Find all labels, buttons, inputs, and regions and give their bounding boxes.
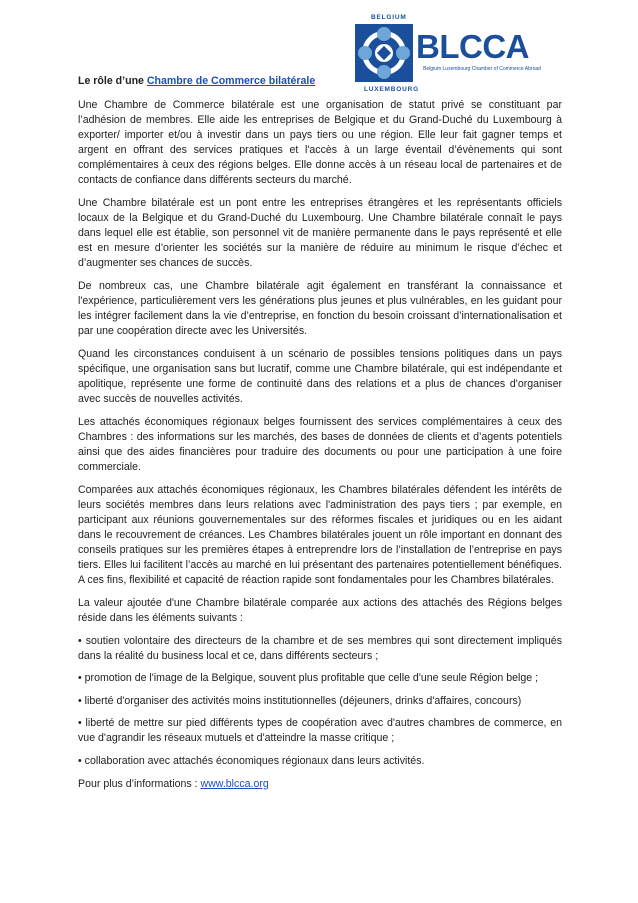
- bullet-item: • liberté de mettre sur pied différents types de coopération avec d'autres chambres de commerce, en vue d'agrandir les réseaux mutuels et d'atteindre la masse critique ;: [78, 717, 562, 745]
- paragraph: Les attachés économiques régionaux belges fournissent des services complémentaires à ceux des Chambres : des informations sur les marchés, des bases de données de clients et d’agents potentiels ainsi que des aides financières pour traduire des documents ou pour une participation à une foire commerciale.: [78, 415, 562, 474]
- footer-prefix: Pour plus d’informations :: [78, 777, 201, 790]
- paragraph: Comparées aux attachés économiques régionaux, les Chambres bilatérales défendent les intérêts de leurs sociétés membres dans leurs relations avec l'administration des pays tiers ; par exemple, en participant aux réunions gouvernementales sur des réformes fiscales et juridiques ou en les aidant dans le recouvrement de créances. Les Chambres bilatérales jouent un rôle important en donnant des conseils pratiques sur les premières étapes à entreprendre lors de l’installation de l’entreprise en pays tiers. Elles lui facilitent l’accès au marché en lui présentant des partenaires potentiellement bénéfiques. A ces fins, flexibilité et capacité de réaction rapide sont fondamentales pour les Chambres bilatérales.: [78, 483, 562, 587]
- paragraph: Une Chambre bilatérale est un pont entre les entreprises étrangères et les représentants officiels locaux de la Belgique et du Grand-Duché du Luxembourg. Une Chambre bilatérale connaît le pays dans lequel elle est établie, son personnel vit de manière permanente dans le pays représenté et elle est en mesure d’orienter les sociétés sur la manière de réduire au minimum le risque d’échec et d’augmenter ses chances de succès.: [78, 197, 562, 270]
- logo-wordmark: BLCCA: [416, 28, 529, 65]
- title-prefix: Le rôle d’une: [78, 75, 147, 87]
- bullet-item: • liberté d'organiser des activités moins institutionnelles (déjeuners, drinks d'affaires, concours): [78, 694, 522, 707]
- logo-subtitle: Belgium Luxembourg Chamber of Commerce Abroad: [423, 66, 541, 72]
- paragraph: Une Chambre de Commerce bilatérale est une organisation de statut privé se constituant par l’adhésion de membres. Elle aide les entreprises de Belgique et du Grand-Duché du Luxembourg à exporter/ importer et/ou à investir dans un pays tiers ou une région. Elle leur fait gagner temps et argent en offrant des services pratiques et l'accès à un large éventail d’évènements qui sont complémentaires à ceux des régions belges. Elle donne accès à un réseau local de partenaires et de contacts de confiance dans différents secteurs du marché.: [78, 99, 562, 187]
- bullet-item: • collaboration avec attachés économiques régionaux dans leurs activités.: [78, 755, 425, 768]
- document-title: [78, 74, 562, 89]
- bullet-item: • soutien volontaire des directeurs de la chambre et de ses membres qui sont directement impliqués dans la réalité du business local et ce, dans différents secteurs ;: [78, 634, 562, 662]
- paragraph: Quand les circonstances conduisent à un scénario de possibles tensions politiques dans un pays spécifique, une organisation sans but lucratif, comme une Chambre bilatérale, qui est indépendante et apolitique, représente une forme de continuité dans des relations et a plus de chances d'organiser avec succès de nouvelles activités.: [78, 347, 562, 406]
- bullet-item: • promotion de l'image de la Belgique, souvent plus profitable que celle d'une seule Région belge ;: [78, 672, 539, 685]
- document-body: [78, 74, 562, 799]
- website-link[interactable]: www.blcca.org: [200, 777, 269, 790]
- logo-bottom-tag: LUXEMBOURG: [364, 86, 419, 93]
- logo-top-tag: BELGIUM: [371, 14, 407, 21]
- paragraph: La valeur ajoutée d'une Chambre bilatérale comparée aux actions des attachés des Régions belges réside dans les éléments suivants :: [78, 596, 562, 624]
- title-link[interactable]: Chambre de Commerce bilatérale: [146, 75, 316, 87]
- paragraph: De nombreux cas, une Chambre bilatérale agit également en transférant la connaissance et l'expérience, particulièrement vers les générations plus jeunes et plus vulnérables, en les guidant pour les intégrer facilement dans la vie d’entreprise, en fonction du besoin croissant d’internationalisation et par une coopération directe avec les Universités.: [78, 280, 562, 338]
- footer-line: [78, 777, 562, 792]
